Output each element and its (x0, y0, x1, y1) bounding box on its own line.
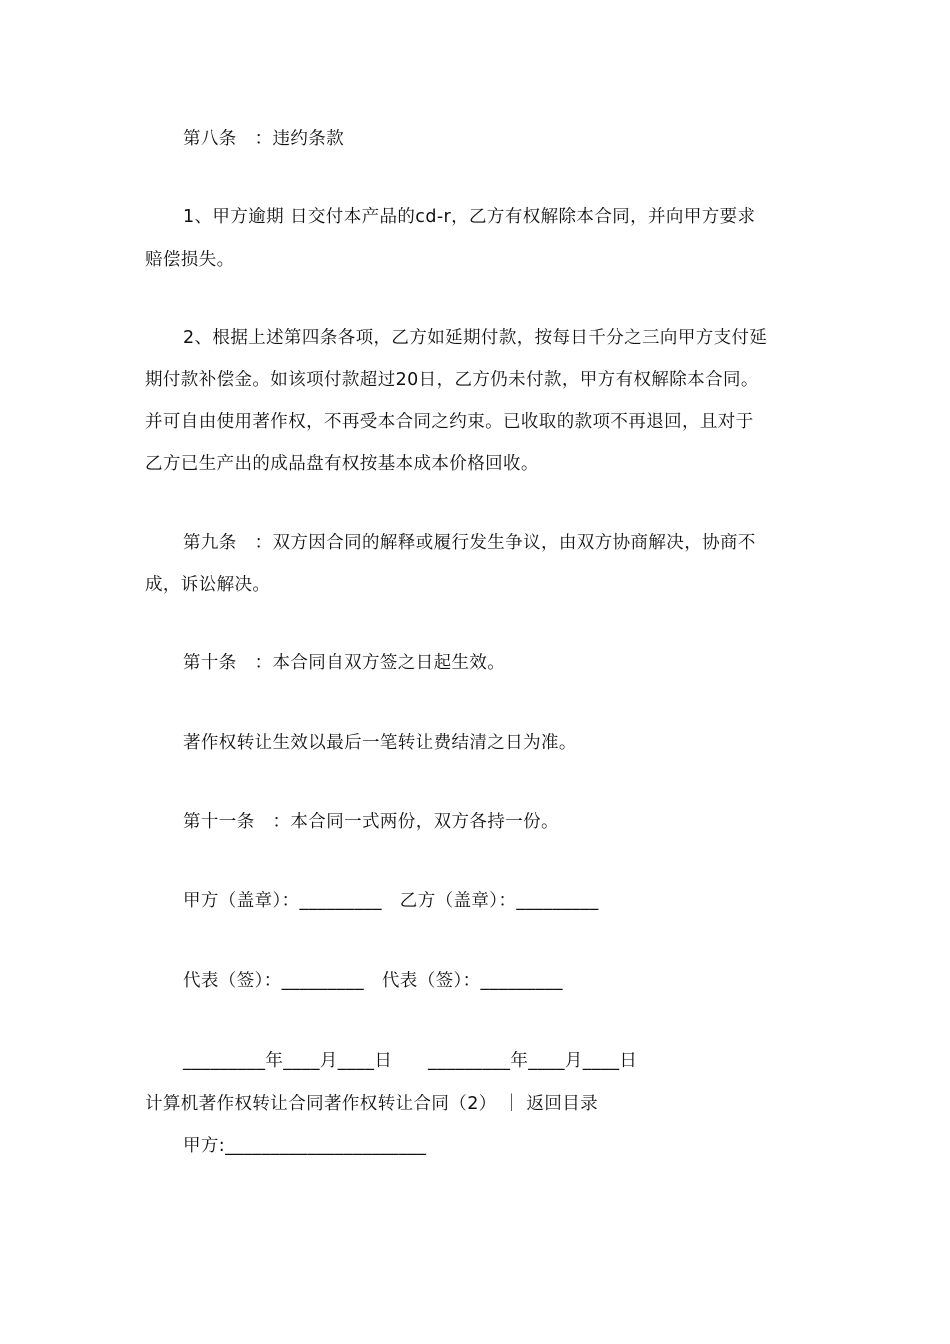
article8-clause1-line2: 赔偿损失。 (145, 250, 235, 270)
article9-line2: 成，诉讼解决。 (145, 575, 271, 595)
signature-date-line: _________年____月____日 _________年____月____日 (183, 1051, 638, 1071)
next-contract-title: 计算机著作权转让合同著作权转让合同（2） (145, 1094, 497, 1114)
article9-line1: 第九条 ：双方因合同的解释或履行发生争议，由双方协商解决，协商不 (183, 533, 756, 553)
article8-clause2-line1: 2、根据上述第四条各项，乙方如延期付款，按每日千分之三向甲方支付延 (183, 328, 768, 348)
next-contract-party-a: 甲方:______________________ (183, 1136, 427, 1156)
signature-seal-line: 甲方（盖章）：_________ 乙方（盖章）：_________ (183, 891, 599, 911)
article8-clause2-line4: 乙方已生产出的成品盘有权按基本成本价格回收。 (145, 454, 539, 474)
title-separator: ｜ (502, 1094, 521, 1114)
next-contract-title-row (145, 1092, 598, 1116)
article11-line1: 第十一条 ：本合同一式两份，双方各持一份。 (183, 812, 559, 832)
article8-clause2-line3: 并可自由使用著作权，不再受本合同之约束。已收取的款项不再退回，且对于 (145, 412, 754, 432)
article8-heading: 第八条 ：违约条款 (183, 129, 345, 149)
article8-clause1-line1: 1、甲方逾期 日交付本产品的cd-r，乙方有权解除本合同，并向甲方要求 (183, 207, 756, 227)
back-to-toc-link[interactable]: 返回目录 (526, 1094, 599, 1114)
effective-note: 著作权转让生效以最后一笔转让费结清之日为准。 (183, 733, 577, 753)
article10-line1: 第十条 ：本合同自双方签之日起生效。 (183, 653, 506, 673)
article8-clause2-line2: 期付款补偿金。如该项付款超过20日，乙方仍未付款，甲方有权解除本合同。 (145, 370, 759, 390)
signature-rep-line: 代表（签）：_________ 代表（签）：_________ (183, 971, 563, 991)
